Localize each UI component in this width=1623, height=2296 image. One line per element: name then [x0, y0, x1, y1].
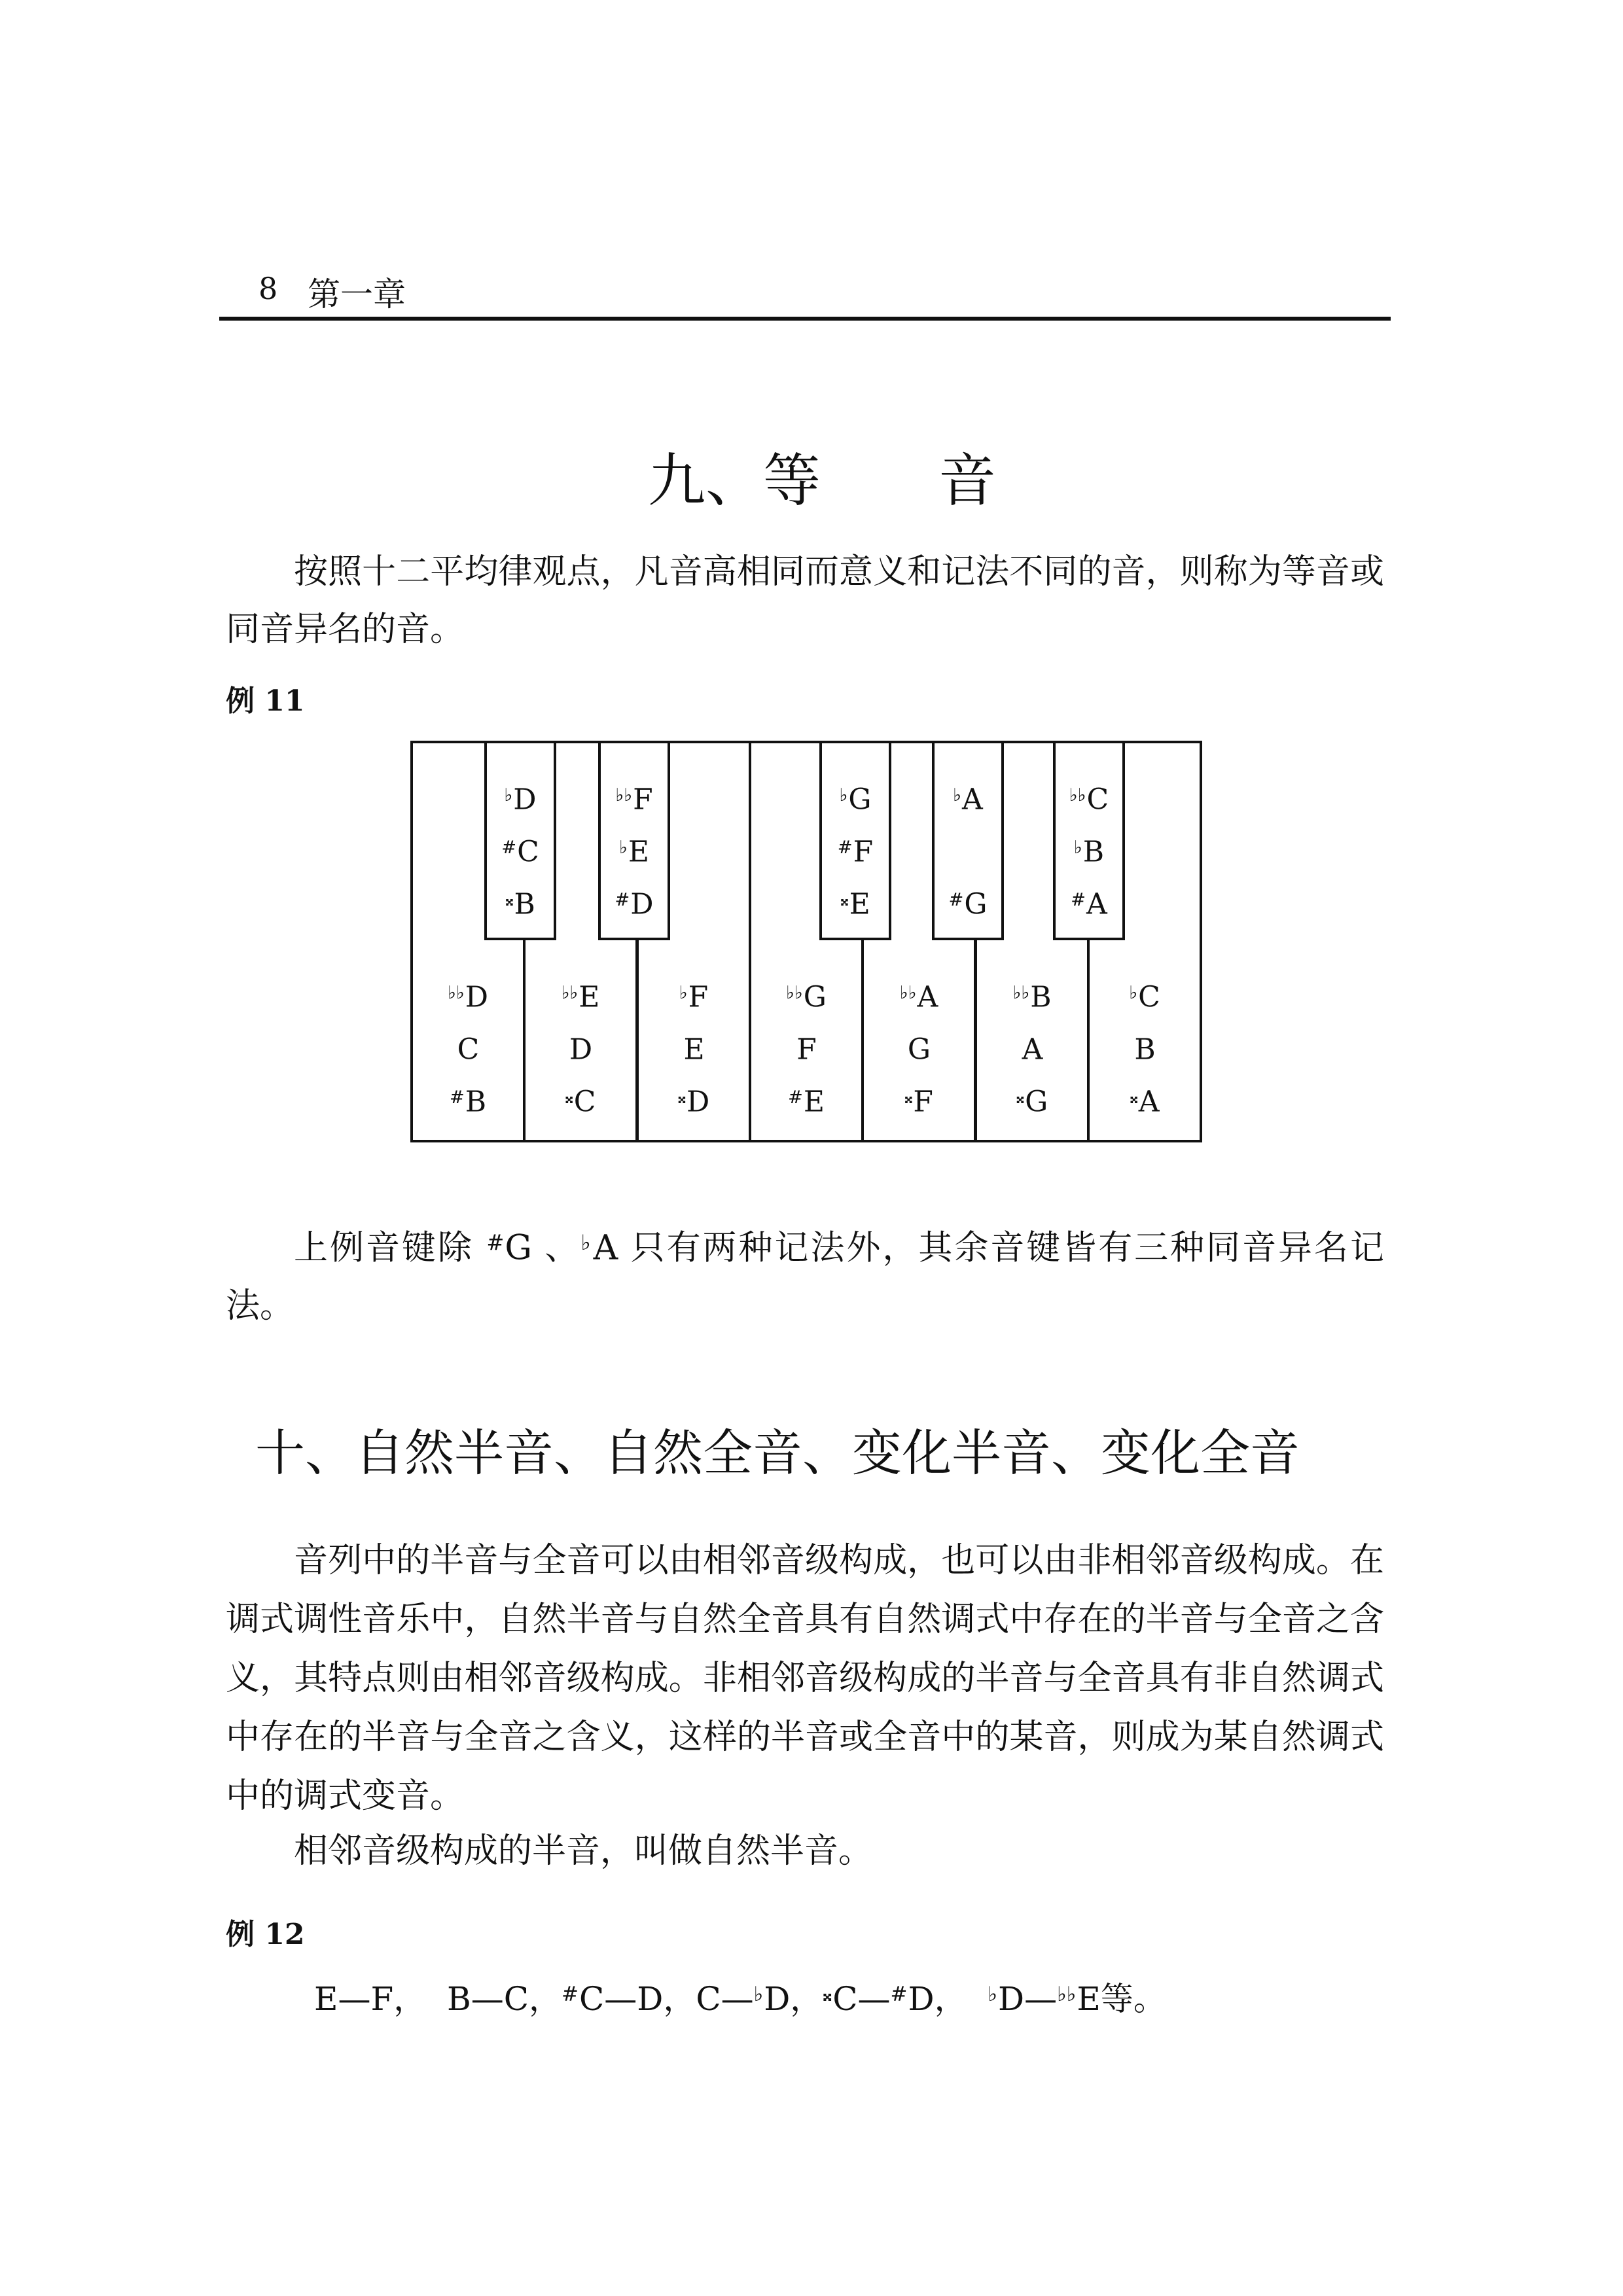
note-letter: A [1086, 887, 1107, 921]
black-key-name-2 [935, 822, 1001, 874]
white-key-name-3 [751, 1072, 861, 1124]
accidental: # [788, 1087, 803, 1108]
page-number: 8 [259, 271, 278, 306]
black-key-name-3 [935, 874, 1001, 927]
note-letter: B [1082, 835, 1105, 869]
black-key [484, 741, 556, 940]
note-letter: A [1138, 1085, 1160, 1119]
accidental: ♭ [839, 785, 848, 805]
accidental: ♭♭ [1012, 983, 1030, 1003]
accidental: ♭♭ [786, 983, 803, 1003]
accidental: ♭♭ [447, 983, 465, 1003]
note-letter: G [848, 783, 872, 817]
black-key-name-3 [601, 874, 668, 927]
accidental: ♭ [1129, 983, 1138, 1003]
black-key [598, 741, 670, 940]
note-letter: D [687, 1085, 710, 1119]
white-key-name-3 [413, 1072, 523, 1124]
note-letter: E [849, 887, 870, 921]
white-key-name-2 [1090, 1019, 1200, 1072]
flat-symbol: ♭ [580, 1230, 593, 1255]
note-letter: C [573, 1085, 596, 1119]
white-key-name-2 [977, 1019, 1087, 1072]
note-letter: A [1022, 1033, 1043, 1067]
accidental: # [1071, 890, 1086, 910]
accidental: ♭♭ [1069, 785, 1086, 805]
accidental: ♭♭ [561, 983, 579, 1003]
running-head [219, 262, 1391, 321]
white-key-name-3 [864, 1072, 974, 1124]
note-letter: C [1086, 783, 1109, 817]
white-key-name-2 [751, 1019, 861, 1072]
note-letter: D [630, 887, 654, 921]
black-key-name-1 [1056, 769, 1122, 822]
black-key-name-1 [487, 769, 554, 822]
accidental: 𝄪 [565, 1087, 573, 1108]
paragraph-enharmonic-definition: 按照十二平均律观点，凡音高相同而意义和记法不同的音，则称为等音或同音异名的音。 [226, 552, 1384, 649]
white-key-name-1 [864, 967, 974, 1019]
note-letter: A [917, 980, 938, 1014]
note-letter: D [569, 1033, 593, 1067]
interval-text: E等。 [1077, 1980, 1166, 2018]
black-key-name-2 [822, 822, 889, 874]
note-letter: F [853, 835, 874, 869]
accidental: # [890, 1983, 908, 2007]
example-label-11: 例 11 [226, 684, 305, 718]
accidental: # [501, 838, 517, 858]
accidental: ♭ [679, 983, 688, 1003]
note-letter: D [465, 980, 488, 1014]
example-label-12: 例 12 [226, 1918, 305, 1951]
note-letter: E [683, 1033, 705, 1067]
white-key-name-3 [1090, 1072, 1200, 1124]
accidental: 𝄪 [823, 1983, 832, 2007]
accidental: # [449, 1087, 465, 1108]
heading-9-part2: 音 [938, 447, 997, 514]
interval-text: D， [764, 1980, 823, 2018]
accidental: ♭ [753, 1983, 764, 2007]
white-key-name-2 [639, 1019, 749, 1072]
accidental: 𝄪 [505, 890, 514, 910]
white-key-name-1 [526, 967, 635, 1019]
accidental: 𝄪 [840, 890, 849, 910]
accidental: # [615, 890, 630, 910]
accidental: 𝄪 [904, 1087, 913, 1108]
accidental: ♭ [988, 1983, 997, 2007]
note-letter: B [1030, 980, 1052, 1014]
black-key [932, 741, 1004, 940]
note-letter: E [628, 835, 649, 869]
note-letter: G [803, 980, 827, 1014]
white-key-name-1 [413, 967, 523, 1019]
white-key-name-3 [977, 1072, 1087, 1124]
interval-text: D— [998, 1980, 1058, 2018]
white-key-name-1 [751, 967, 861, 1019]
interval-text: D， [908, 1980, 988, 2018]
sharp-symbol: # [486, 1230, 505, 1255]
note-letter: E [803, 1085, 825, 1119]
note-letter: G [907, 1033, 931, 1067]
paragraph-keyboard-note [226, 1214, 1384, 1335]
black-key-name-2 [487, 822, 554, 874]
black-key-name-3 [822, 874, 889, 927]
note-letter: A [962, 783, 983, 817]
accidental: # [948, 890, 964, 910]
paragraph-natural-semitone: 相邻音级构成的半音，叫做自然半音。 [294, 1831, 873, 1871]
piano-keyboard-diagram [410, 741, 1200, 1142]
heading-9-part1: 九、等 [648, 447, 821, 514]
interval-text: C— [832, 1980, 891, 2018]
black-key-name-1 [601, 769, 668, 822]
black-key [819, 741, 891, 940]
white-key-name-1 [1090, 967, 1200, 1019]
white-key-name-2 [526, 1019, 635, 1072]
text: A 只有两种记法外，其余音键皆有三种同音异名记法。 [226, 1228, 1384, 1326]
white-key-name-3 [526, 1072, 635, 1124]
white-key-name-1 [639, 967, 749, 1019]
chapter-title: 第一章 [308, 275, 406, 313]
note-letter: F [633, 783, 653, 817]
section-heading-10: 十、自然半音、自然全音、变化半音、变化全音 [255, 1424, 1300, 1482]
black-key-name-2 [601, 822, 668, 874]
black-key-name-1 [822, 769, 889, 822]
interval-text: C—D，C— [579, 1980, 754, 2018]
accidental: ♭♭ [615, 785, 633, 805]
accidental: ♭ [1073, 838, 1082, 858]
note-letter: C [1138, 980, 1160, 1014]
paragraph-semitone-definition: 音列中的半音与全音可以由相邻音级构成，也可以由非相邻音级构成。在调式调性音乐中，自然半音与自然全音具有自然调式中存在的半音与全音之含义，其特点则由相邻音级构成。非相邻音级构成的半音与全音具有非自然调式中存在的半音与全音之含义，这样的半音或全音中的某音，则成为某自然调式中的调式变音。 [226, 1541, 1384, 1816]
accidental: 𝄪 [1016, 1087, 1025, 1108]
black-key-name-3 [1056, 874, 1122, 927]
black-key-name-3 [487, 874, 554, 927]
black-key-name-2 [1056, 822, 1122, 874]
text: G 、 [505, 1228, 581, 1268]
interval-text: E—F， B—C， [314, 1980, 562, 2018]
accidental: # [561, 1983, 579, 2007]
black-key [1053, 741, 1125, 940]
white-key-name-1 [977, 967, 1087, 1019]
note-letter: C [517, 835, 539, 869]
white-key-name-2 [413, 1019, 523, 1072]
accidental: ♭♭ [1057, 1983, 1077, 2007]
accidental: ♭ [619, 838, 628, 858]
note-letter: G [1025, 1085, 1048, 1119]
accidental: 𝄪 [677, 1087, 686, 1108]
black-key-name-1 [935, 769, 1001, 822]
section-heading-9 [648, 435, 996, 518]
note-letter: E [579, 980, 600, 1014]
note-letter: B [465, 1085, 487, 1119]
accidental: ♭ [953, 785, 962, 805]
white-key-name-2 [864, 1019, 974, 1072]
note-letter: B [514, 887, 535, 921]
accidental: 𝄪 [1130, 1087, 1138, 1108]
note-letter: D [513, 783, 537, 817]
note-letter: B [1134, 1033, 1156, 1067]
accidental: ♭♭ [899, 983, 917, 1003]
white-key-name-3 [639, 1072, 749, 1124]
accidental: # [837, 838, 853, 858]
note-letter: F [913, 1085, 933, 1119]
note-letter: F [688, 980, 709, 1014]
note-letter: C [457, 1033, 480, 1067]
note-letter: F [796, 1033, 817, 1067]
note-letter: G [964, 887, 988, 921]
accidental: ♭ [504, 785, 513, 805]
text: 上例音键除 [294, 1228, 487, 1268]
example-12-intervals [314, 1973, 1166, 2020]
